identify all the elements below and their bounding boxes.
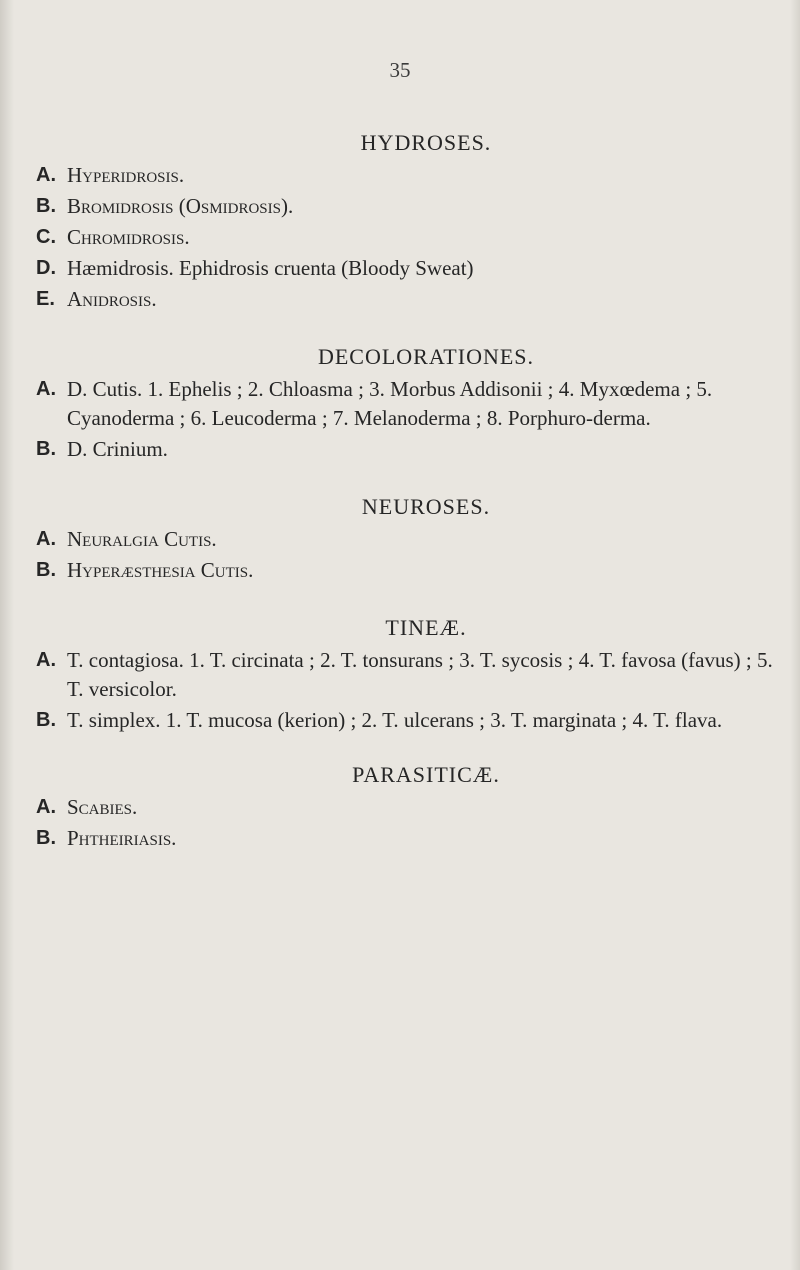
item-text: T. simplex. 1. T. mucosa (kerion) ; 2. T. ulcerans ; 3. T. marginata ; 4. T. flava. — [67, 708, 723, 732]
item-letter: E. — [36, 288, 55, 310]
item-letter: B. — [36, 195, 56, 217]
item-text: D. Cutis. 1. Ephelis ; 2. Chloasma ; 3. Morbus Addisonii ; 4. Myxœdema ; 5. Cyanoderma ; 6. Leucoderma ; 7. Melanoderma ; 8. Porphuro-derma. — [67, 377, 713, 430]
list-item — [36, 646, 776, 704]
list-item — [36, 254, 776, 283]
list-item — [36, 161, 776, 190]
section-neuroses — [36, 494, 776, 585]
page-edge-right — [790, 0, 800, 1270]
item-letter: B. — [36, 559, 56, 581]
section-parasiticae — [36, 762, 776, 853]
item-text: Bromidrosis (Osmidrosis). — [67, 194, 294, 218]
list-item — [36, 824, 776, 853]
section-title: PARASITICÆ. — [352, 762, 500, 787]
item-letter: D. — [36, 257, 56, 279]
list-item — [36, 435, 776, 464]
list-item — [36, 223, 776, 252]
section-decolorationes — [36, 344, 776, 464]
page-number: 35 — [389, 58, 411, 82]
item-text: Hyperidrosis. — [67, 163, 185, 187]
item-letter: A. — [36, 164, 56, 186]
page-edge-left — [0, 0, 14, 1270]
item-text: Scabies. — [67, 795, 138, 819]
section-title: DECOLORATIONES. — [317, 344, 535, 369]
section-title: NEUROSES. — [361, 494, 491, 519]
item-text: Chromidrosis. — [67, 225, 190, 249]
item-text: Anidrosis. — [67, 287, 157, 311]
list-item — [36, 285, 776, 314]
item-text: Hyperæsthesia Cutis. — [67, 558, 254, 582]
section-tineae — [36, 615, 776, 735]
item-letter: B. — [36, 827, 56, 849]
list-item — [36, 706, 776, 735]
item-letter: A. — [36, 528, 56, 550]
item-letter: A. — [36, 649, 56, 671]
item-text: T. contagiosa. 1. T. circinata ; 2. T. tonsurans ; 3. T. sycosis ; 4. T. favosa (favus) ; 5. T. versicolor. — [67, 648, 773, 701]
item-letter: A. — [36, 378, 56, 400]
list-item — [36, 525, 776, 554]
item-letter: B. — [36, 438, 56, 460]
page-content — [36, 130, 776, 883]
item-text: D. Crinium. — [67, 437, 168, 461]
section-title: HYDROSES. — [360, 130, 492, 155]
section-title: TINEÆ. — [385, 615, 467, 640]
item-letter: C. — [36, 226, 56, 248]
list-item — [36, 192, 776, 221]
item-text: Phtheiriasis. — [67, 826, 177, 850]
item-text: Neuralgia Cutis. — [67, 527, 217, 551]
list-item — [36, 375, 776, 433]
item-text: Hæmidrosis. Ephidrosis cruenta (Bloody Sweat) — [67, 256, 474, 280]
list-item — [36, 793, 776, 822]
item-letter: A. — [36, 796, 56, 818]
list-item — [36, 556, 776, 585]
section-hydroses — [36, 130, 776, 314]
item-letter: B. — [36, 709, 56, 731]
